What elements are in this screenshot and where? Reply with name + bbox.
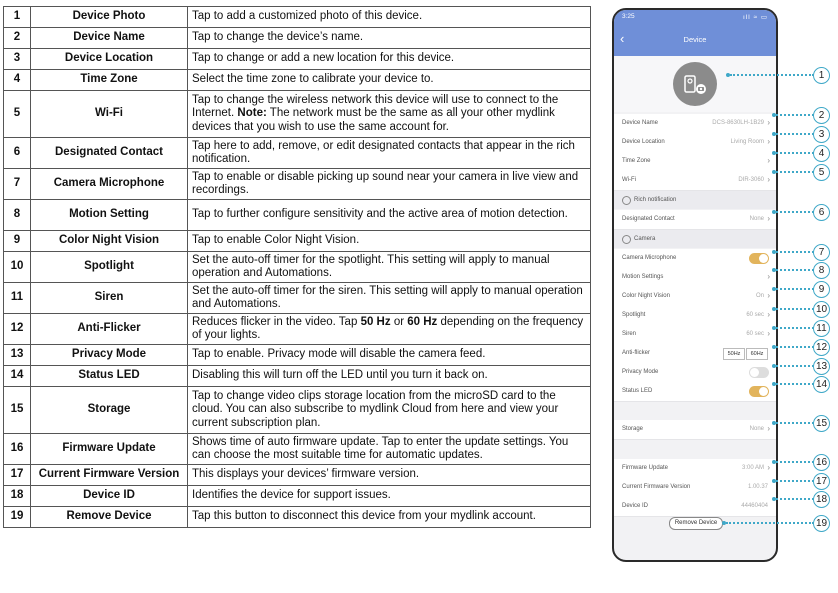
callout-4: 4 xyxy=(813,145,830,162)
table-row: 4 Time Zone Select the time zone to calibrate your device to. xyxy=(4,70,591,91)
status-time: 3:25 xyxy=(622,13,635,20)
status-bar xyxy=(614,10,776,24)
table-row: 5 Wi-Fi Tap to change the wireless network this device will use to connect to the Internet. Note: The network must be the same as all your other mydlink devices that you wish to use the same account for. xyxy=(4,91,591,138)
callout-3: 3 xyxy=(813,126,830,143)
callout-13: 13 xyxy=(813,358,830,375)
chevron-right-icon: › xyxy=(767,463,770,472)
callout-10: 10 xyxy=(813,301,830,318)
current-firmware-row: Current Firmware Version 1.00.37 xyxy=(614,478,776,498)
callout-7: 7 xyxy=(813,244,830,261)
callout-1: 1 xyxy=(813,67,830,84)
50hz-option[interactable]: 50Hz xyxy=(723,348,745,360)
chevron-right-icon: › xyxy=(767,272,770,281)
device-location-row[interactable]: Device Location Living Room › xyxy=(614,133,776,153)
chevron-right-icon: › xyxy=(767,424,770,433)
remove-device-button[interactable]: Remove Device xyxy=(669,517,723,530)
anti-flicker-row: Anti-flicker 50Hz 60Hz xyxy=(614,344,776,364)
status-led-toggle[interactable] xyxy=(749,386,769,397)
bell-icon xyxy=(622,196,631,205)
callout-19: 19 xyxy=(813,515,830,532)
table-row: 7 Camera Microphone Tap to enable or disable picking up sound near your camera in live view and recordings. xyxy=(4,169,591,200)
phone-screenshot xyxy=(612,8,778,562)
color-night-vision-row[interactable]: Color Night Vision On › xyxy=(614,287,776,307)
callout-14: 14 xyxy=(813,376,830,393)
chevron-right-icon: › xyxy=(767,329,770,338)
table-row: 3 Device Location Tap to change or add a new location for this device. xyxy=(4,49,591,70)
time-zone-row[interactable]: Time Zone › xyxy=(614,152,776,172)
callout-11: 11 xyxy=(813,320,830,337)
table-row: 13 Privacy Mode Tap to enable. Privacy mode will disable the camera feed. xyxy=(4,345,591,366)
siren-row[interactable]: Siren 60 sec › xyxy=(614,325,776,345)
callout-17: 17 xyxy=(813,473,830,490)
nav-bar xyxy=(614,24,776,56)
table-row: 17 Current Firmware Version This displays your devices’ firmware version. xyxy=(4,465,591,486)
device-photo[interactable] xyxy=(673,62,717,106)
callout-18: 18 xyxy=(813,491,830,508)
camera-device-icon xyxy=(673,62,717,106)
page-title: Device xyxy=(683,35,707,44)
device-name-row[interactable]: Device Name DCS-8630LH-1B29 › xyxy=(614,114,776,134)
callout-2: 2 xyxy=(813,107,830,124)
table-row: 18 Device ID Identifies the device for support issues. xyxy=(4,486,591,507)
chevron-right-icon: › xyxy=(767,175,770,184)
table-row: 2 Device Name Tap to change the device’s name. xyxy=(4,28,591,49)
table-row: 8 Motion Setting Tap to further configure sensitivity and the active area of motion detection. xyxy=(4,200,591,231)
status-led-row: Status LED xyxy=(614,382,776,402)
back-icon[interactable]: ‹ xyxy=(620,31,625,46)
table-row: 1 Device Photo Tap to add a customized photo of this device. xyxy=(4,7,591,28)
callout-5: 5 xyxy=(813,164,830,181)
device-id-row: Device ID 44460404 xyxy=(614,497,776,517)
callout-15: 15 xyxy=(813,415,830,432)
chevron-right-icon: › xyxy=(767,156,770,165)
table-row: 9 Color Night Vision Tap to enable Color Night Vision. xyxy=(4,231,591,252)
table-row: 12 Anti-Flicker Reduces flicker in the video. Tap 50 Hz or 60 Hz depending on the frequency of your lights. xyxy=(4,314,591,345)
firmware-update-row[interactable]: Firmware Update 3:00 AM › xyxy=(614,459,776,479)
camera-microphone-toggle[interactable] xyxy=(749,253,769,264)
feature-description-table xyxy=(3,6,591,528)
table-row: 15 Storage Tap to change video clips storage location from the microSD card to the cloud. You can also subscribe to mydlink Cloud from here and view your current subscription plan. xyxy=(4,387,591,434)
privacy-mode-toggle[interactable] xyxy=(749,367,769,378)
chevron-right-icon: › xyxy=(767,214,770,223)
wifi-description: Tap to change the wireless network this device will use to connect to the Internet. Note: The network must be the same as all your other mydlink devices that you wish to use the same account for. xyxy=(188,91,591,138)
camera-section: Camera xyxy=(614,230,776,248)
table-row: 14 Status LED Disabling this will turn off the LED until you turn it back on. xyxy=(4,366,591,387)
spotlight-row[interactable]: Spotlight 60 sec › xyxy=(614,306,776,326)
designated-contact-row[interactable]: Designated Contact None › xyxy=(614,210,776,230)
anti-flicker-description: Reduces flicker in the video. Tap 50 Hz or 60 Hz depending on the frequency of your lights. xyxy=(188,314,591,345)
device-photo-area xyxy=(614,56,776,112)
table-row: 10 Spotlight Set the auto-off timer for the spotlight. This setting will apply to manual operation and Automations. xyxy=(4,252,591,283)
privacy-mode-row: Privacy Mode xyxy=(614,363,776,383)
rich-notification-section: Rich notification xyxy=(614,191,776,209)
wifi-row[interactable]: Wi-Fi DIR-3060 › xyxy=(614,171,776,191)
table-row: 16 Firmware Update Shows time of auto firmware update. Tap to enter the update settings. You can choose the most suitable time for automatic updates. xyxy=(4,434,591,465)
chevron-right-icon: › xyxy=(767,137,770,146)
chevron-right-icon: › xyxy=(767,291,770,300)
callout-8: 8 xyxy=(813,262,830,279)
table-row: 19 Remove Device Tap this button to disconnect this device from your mydlink account. xyxy=(4,507,591,528)
callout-16: 16 xyxy=(813,454,830,471)
camera-icon xyxy=(622,235,631,244)
chevron-right-icon: › xyxy=(767,118,770,127)
chevron-right-icon: › xyxy=(767,310,770,319)
60hz-option[interactable]: 60Hz xyxy=(746,348,768,360)
motion-settings-row[interactable]: Motion Settings › xyxy=(614,268,776,288)
callout-6: 6 xyxy=(813,204,830,221)
table-row: 11 Siren Set the auto-off timer for the siren. This setting will apply to manual operation and Automations. xyxy=(4,283,591,314)
callout-12: 12 xyxy=(813,339,830,356)
callout-9: 9 xyxy=(813,281,830,298)
status-icons: ıll ≈ ▭ xyxy=(742,14,768,21)
storage-row[interactable]: Storage None › xyxy=(614,420,776,440)
table-row: 6 Designated Contact Tap here to add, remove, or edit designated contacts that appear in the rich notification. xyxy=(4,138,591,169)
camera-microphone-row: Camera Microphone xyxy=(614,249,776,269)
